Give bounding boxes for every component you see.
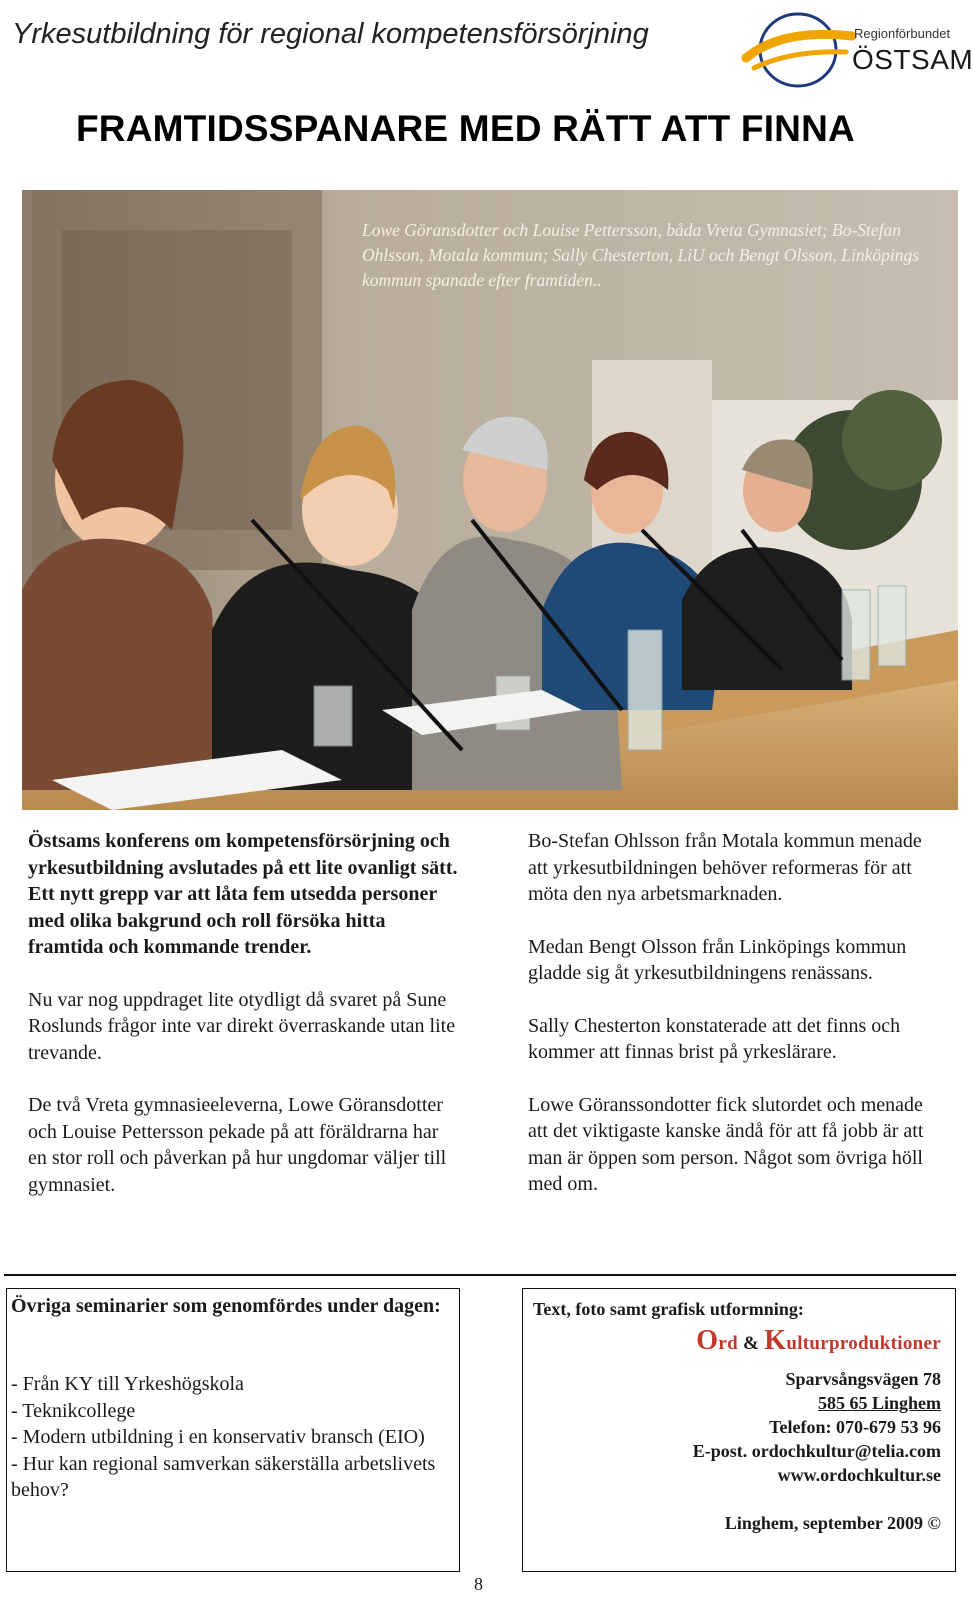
- company-website[interactable]: www.ordochkultur.se: [777, 1465, 941, 1485]
- panel-photo: [22, 190, 958, 810]
- article-paragraph: Sally Chesterton konstaterade att det finns och kommer att finnas brist på yrkeslärare.: [528, 1014, 901, 1063]
- article-headline: FRAMTIDSSPANARE MED RÄTT ATT FINNA: [76, 108, 855, 149]
- company-initial-o: O: [696, 1325, 719, 1356]
- company-email[interactable]: E-post. ordochkultur@telia.com: [692, 1441, 941, 1461]
- seminars-title: Övriga seminarier som genomfördes under dagen:: [11, 1295, 441, 1317]
- logo-name: ÖSTSAM: [852, 44, 973, 75]
- company-postal: 585 65 Linghem: [817, 1393, 941, 1413]
- article-paragraph: Nu var nog uppdraget lite otydligt då svaret på Sune Roslunds frågor inte var direkt överraskande utan lite trevande.: [28, 988, 456, 1064]
- article-paragraph: Medan Bengt Olsson från Linköpings kommun gladde sig åt yrkesutbildningens renässans.: [528, 935, 907, 984]
- article-paragraph: Bo-Stefan Ohlsson från Motala kommun menade att yrkesutbildningen behöver reformeras för att möta den nya arbetsmarknaden.: [528, 830, 922, 905]
- credits-title: Text, foto samt grafisk utformning:: [533, 1299, 804, 1319]
- section-divider: [4, 1274, 956, 1276]
- ostsam-logo: [742, 6, 973, 90]
- article-lead-paragraph: Östsams konferens om kompetensförsörjning och yrkesutbildning avslutades på ett lite ovanligt sätt. Ett nytt grepp var att låta fem utsedda personer med olika bakgrund och roll försöka hitta framtida och kommande trender.: [28, 830, 458, 958]
- article-right-column: [528, 828, 938, 1224]
- company-initial-k: K: [764, 1325, 787, 1356]
- seminars-box: [6, 1288, 460, 1572]
- article-paragraph: Lowe Göranssondotter fick slutordet och menade att det viktigaste kanske ändå för att få jobb är att man är öppen som person. Något som övriga höll med om.: [528, 1093, 924, 1195]
- article-paragraph: De två Vreta gymnasieeleverna, Lowe Göransdotter och Louise Pettersson pekade på att föräldrarna har en stor roll och påverkan på hur ungdomar väljer till gymnasiet.: [28, 1094, 447, 1196]
- publication-series-title: Yrkesutbildning för regional kompetensförsörjning: [12, 18, 649, 50]
- company-ampersand: &: [743, 1333, 760, 1354]
- article-left-column: [28, 828, 458, 1224]
- company-phone: Telefon: 070-679 53 96: [769, 1417, 941, 1437]
- seminars-list: [11, 1371, 451, 1504]
- list-item: - Modern utbildning i en konservativ bransch (EIO): [11, 1426, 425, 1448]
- company-street: Sparvsångsvägen 78: [785, 1369, 941, 1389]
- company-name: [696, 1325, 941, 1357]
- list-item: - Teknikcollege: [11, 1399, 136, 1422]
- company-name-part: ulturproduktioner: [786, 1333, 941, 1354]
- credits-box: [522, 1288, 956, 1572]
- company-name-part: rd: [718, 1333, 744, 1354]
- page-number: 8: [474, 1574, 483, 1594]
- list-item: - Från KY till Yrkeshögskola: [11, 1373, 244, 1395]
- credits-dateline: Linghem, september 2009 ©: [724, 1513, 941, 1533]
- photo-caption: Lowe Göransdotter och Louise Pettersson, båda Vreta Gymnasiet; Bo-Stefan Ohlsson, Motala kommun; Sally Chesterton, LiU och Bengt Olsson, Linköpings kommun spanade efter framtiden..: [362, 220, 920, 290]
- logo-subtitle: Regionförbundet: [854, 26, 951, 41]
- list-item: - Hur kan regional samverkan säkerställa arbetslivets behov?: [11, 1452, 436, 1501]
